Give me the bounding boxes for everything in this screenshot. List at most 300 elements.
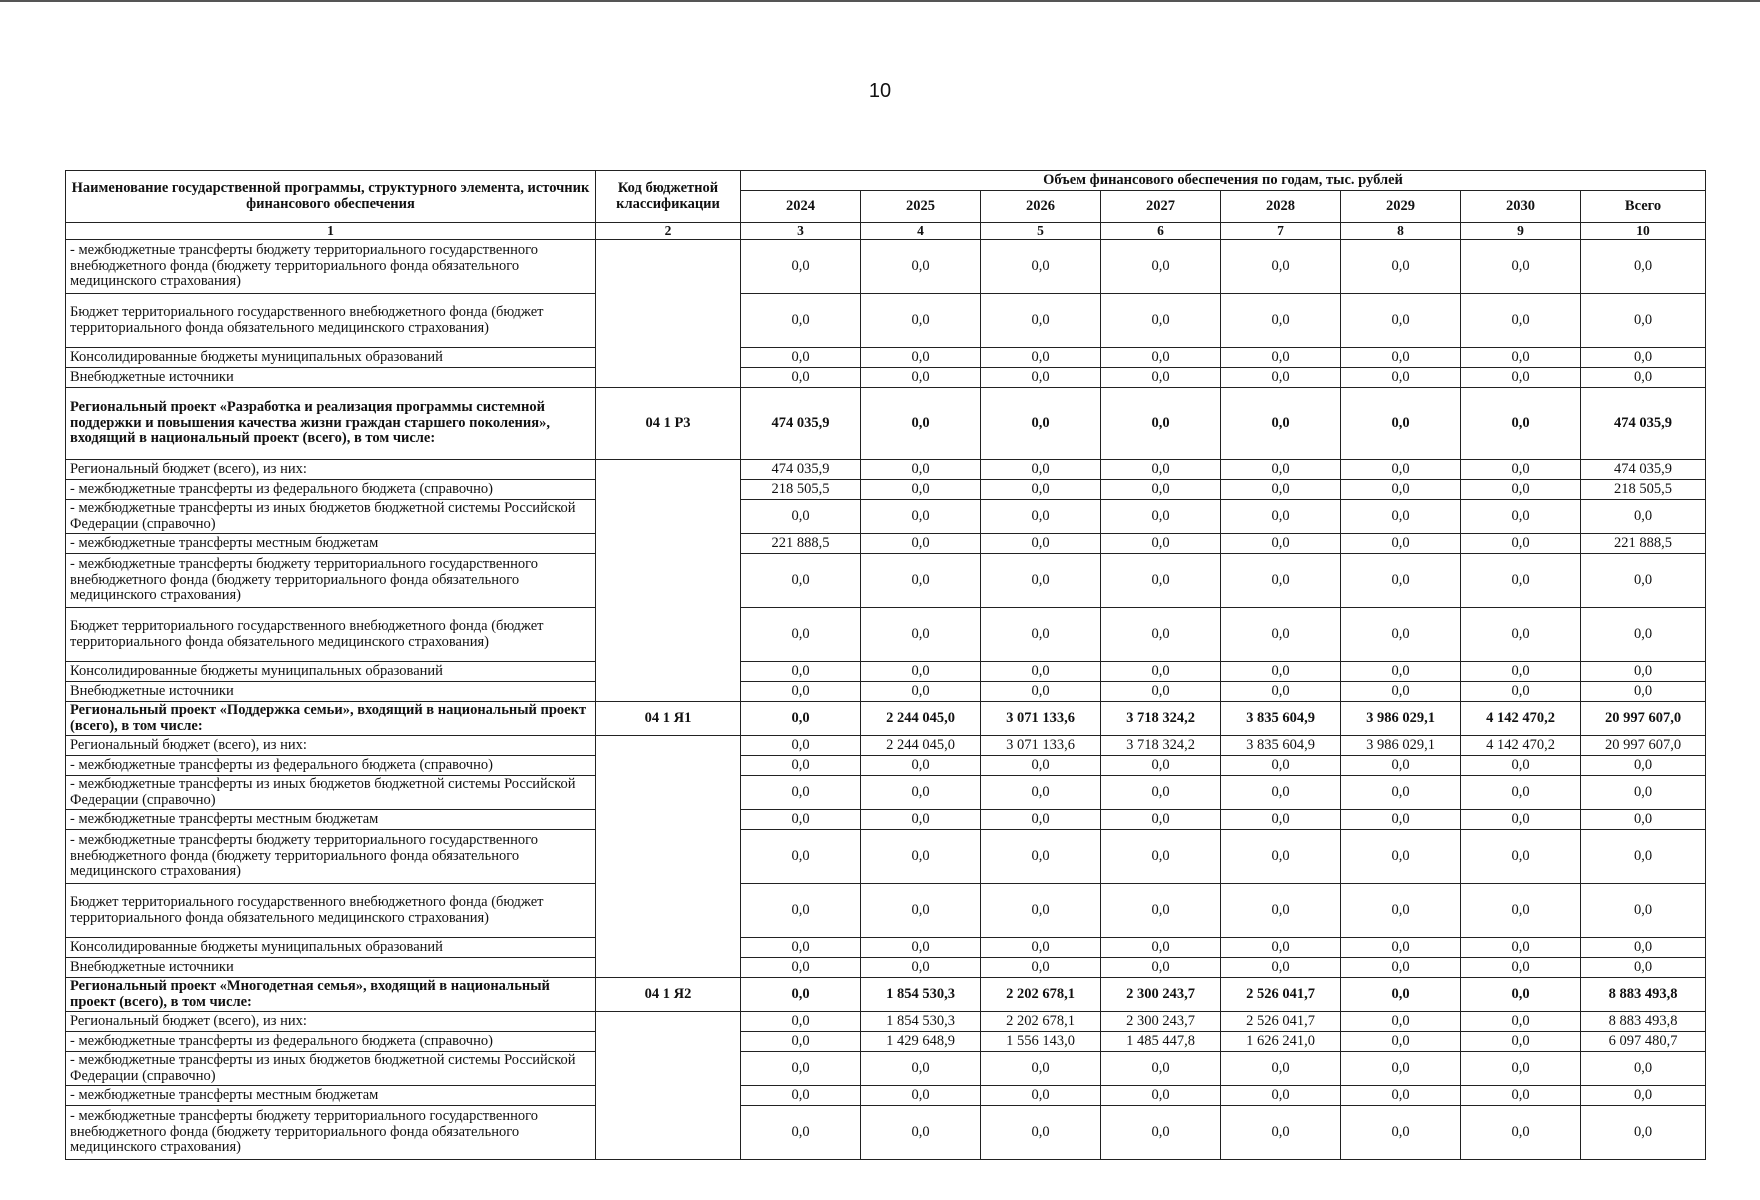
header-year: 2026 bbox=[981, 191, 1101, 223]
value-year: 0,0 bbox=[741, 1106, 861, 1160]
value-year: 0,0 bbox=[741, 554, 861, 608]
value-year: 0,0 bbox=[1221, 938, 1341, 958]
table-row bbox=[66, 1086, 1706, 1106]
value-year: 0,0 bbox=[1461, 294, 1581, 348]
value-year: 0,0 bbox=[1221, 460, 1341, 480]
value-year: 0,0 bbox=[1221, 1106, 1341, 1160]
value-total: 0,0 bbox=[1581, 608, 1706, 662]
header-total: Всего bbox=[1581, 191, 1706, 223]
value-year: 0,0 bbox=[1461, 534, 1581, 554]
value-total: 0,0 bbox=[1581, 810, 1706, 830]
table-row-project bbox=[66, 978, 1706, 1012]
value-year: 0,0 bbox=[1461, 368, 1581, 388]
table-row bbox=[66, 830, 1706, 884]
value-year: 0,0 bbox=[861, 460, 981, 480]
value-year: 0,0 bbox=[1341, 608, 1461, 662]
value-year: 3 071 133,6 bbox=[981, 702, 1101, 736]
row-code: 04 1 Я2 bbox=[596, 978, 741, 1012]
value-year: 0,0 bbox=[981, 776, 1101, 810]
value-year: 0,0 bbox=[981, 368, 1101, 388]
row-code: 04 1 Р3 bbox=[596, 388, 741, 460]
value-year: 0,0 bbox=[1461, 500, 1581, 534]
value-year: 0,0 bbox=[981, 682, 1101, 702]
row-name: - межбюджетные трансферты местным бюджетам bbox=[66, 810, 596, 830]
value-year: 0,0 bbox=[981, 756, 1101, 776]
table-row bbox=[66, 554, 1706, 608]
value-year: 0,0 bbox=[1341, 1012, 1461, 1032]
value-total: 0,0 bbox=[1581, 348, 1706, 368]
value-total: 8 883 493,8 bbox=[1581, 1012, 1706, 1032]
row-name: Региональный бюджет (всего), из них: bbox=[66, 736, 596, 756]
value-year: 0,0 bbox=[1461, 480, 1581, 500]
value-year: 0,0 bbox=[861, 348, 981, 368]
value-year: 0,0 bbox=[1341, 368, 1461, 388]
value-year: 0,0 bbox=[1101, 1106, 1221, 1160]
column-number: 4 bbox=[861, 223, 981, 240]
column-number: 8 bbox=[1341, 223, 1461, 240]
value-year: 0,0 bbox=[741, 1032, 861, 1052]
value-year: 0,0 bbox=[1101, 1086, 1221, 1106]
value-year: 0,0 bbox=[1101, 348, 1221, 368]
value-year: 0,0 bbox=[1221, 682, 1341, 702]
value-total: 0,0 bbox=[1581, 368, 1706, 388]
value-year: 0,0 bbox=[1221, 500, 1341, 534]
row-name: - межбюджетные трансферты местным бюджетам bbox=[66, 1086, 596, 1106]
value-year: 0,0 bbox=[981, 662, 1101, 682]
value-year: 0,0 bbox=[1221, 958, 1341, 978]
table-row bbox=[66, 810, 1706, 830]
value-year: 0,0 bbox=[1221, 348, 1341, 368]
value-year: 0,0 bbox=[861, 1086, 981, 1106]
value-year: 0,0 bbox=[981, 480, 1101, 500]
value-year: 0,0 bbox=[1341, 348, 1461, 368]
value-year: 0,0 bbox=[741, 810, 861, 830]
row-name: Региональный проект «Разработка и реализация программы системной поддержки и повышения качества жизни граждан старшего поколения», входящий в национальный проект (всего), в том числе: bbox=[66, 388, 596, 460]
row-name: - межбюджетные трансферты из федерального бюджета (справочно) bbox=[66, 480, 596, 500]
table-row bbox=[66, 958, 1706, 978]
row-name: Внебюджетные источники bbox=[66, 958, 596, 978]
header-code-column: Код бюджетной классификации bbox=[596, 171, 741, 223]
header-year: 2024 bbox=[741, 191, 861, 223]
value-year: 0,0 bbox=[741, 500, 861, 534]
value-year: 0,0 bbox=[861, 958, 981, 978]
header-year: 2030 bbox=[1461, 191, 1581, 223]
value-total: 0,0 bbox=[1581, 500, 1706, 534]
header-name-column: Наименование государственной программы, структурного элемента, источник финансового обеспечения bbox=[66, 171, 596, 223]
row-name: Консолидированные бюджеты муниципальных образований bbox=[66, 938, 596, 958]
value-total: 0,0 bbox=[1581, 1086, 1706, 1106]
value-year: 0,0 bbox=[741, 1052, 861, 1086]
value-year: 0,0 bbox=[1101, 756, 1221, 776]
value-year: 0,0 bbox=[741, 348, 861, 368]
value-year: 0,0 bbox=[861, 500, 981, 534]
value-year: 0,0 bbox=[1221, 884, 1341, 938]
column-number: 9 bbox=[1461, 223, 1581, 240]
value-year: 1 626 241,0 bbox=[1221, 1032, 1341, 1052]
table-row bbox=[66, 776, 1706, 810]
row-name: Региональный бюджет (всего), из них: bbox=[66, 460, 596, 480]
value-total: 0,0 bbox=[1581, 756, 1706, 776]
table-row bbox=[66, 1032, 1706, 1052]
value-year: 3 071 133,6 bbox=[981, 736, 1101, 756]
value-year: 4 142 470,2 bbox=[1461, 736, 1581, 756]
value-year: 0,0 bbox=[1101, 388, 1221, 460]
row-code bbox=[596, 736, 741, 978]
value-year: 3 718 324,2 bbox=[1101, 736, 1221, 756]
value-year: 0,0 bbox=[861, 938, 981, 958]
value-year: 0,0 bbox=[741, 240, 861, 294]
value-year: 0,0 bbox=[1101, 608, 1221, 662]
table-row bbox=[66, 534, 1706, 554]
value-year: 0,0 bbox=[741, 662, 861, 682]
value-year: 0,0 bbox=[1341, 884, 1461, 938]
value-year: 0,0 bbox=[1101, 830, 1221, 884]
value-year: 0,0 bbox=[861, 240, 981, 294]
value-year: 0,0 bbox=[981, 608, 1101, 662]
row-code bbox=[596, 1012, 741, 1160]
value-year: 0,0 bbox=[741, 736, 861, 756]
value-year: 0,0 bbox=[741, 368, 861, 388]
value-year: 0,0 bbox=[1101, 240, 1221, 294]
row-name: - межбюджетные трансферты бюджету территориального государственного внебюджетного фонда (бюджету территориального фонда обязательного медицинского страхования) bbox=[66, 1106, 596, 1160]
value-year: 0,0 bbox=[1461, 1106, 1581, 1160]
value-year: 0,0 bbox=[1461, 958, 1581, 978]
value-year: 0,0 bbox=[981, 958, 1101, 978]
value-year: 0,0 bbox=[861, 480, 981, 500]
row-name: Региональный бюджет (всего), из них: bbox=[66, 1012, 596, 1032]
value-year: 1 854 530,3 bbox=[861, 978, 981, 1012]
value-year: 0,0 bbox=[1461, 978, 1581, 1012]
value-year: 0,0 bbox=[1461, 554, 1581, 608]
value-year: 0,0 bbox=[1341, 388, 1461, 460]
row-name: - межбюджетные трансферты из иных бюджетов бюджетной системы Российской Федерации (справочно) bbox=[66, 776, 596, 810]
value-year: 0,0 bbox=[741, 776, 861, 810]
value-year: 0,0 bbox=[861, 884, 981, 938]
scan-top-edge bbox=[0, 0, 1760, 2]
value-year: 0,0 bbox=[1341, 978, 1461, 1012]
value-total: 0,0 bbox=[1581, 958, 1706, 978]
value-year: 0,0 bbox=[981, 1052, 1101, 1086]
value-year: 0,0 bbox=[1461, 884, 1581, 938]
table-row bbox=[66, 884, 1706, 938]
value-year: 0,0 bbox=[1341, 1032, 1461, 1052]
row-name: - межбюджетные трансферты бюджету территориального государственного внебюджетного фонда (бюджету территориального фонда обязательного медицинского страхования) bbox=[66, 830, 596, 884]
value-year: 0,0 bbox=[741, 978, 861, 1012]
table-row-project bbox=[66, 702, 1706, 736]
value-year: 474 035,9 bbox=[741, 388, 861, 460]
table-row bbox=[66, 1012, 1706, 1032]
value-year: 0,0 bbox=[1341, 776, 1461, 810]
table-row bbox=[66, 756, 1706, 776]
table-row bbox=[66, 662, 1706, 682]
row-name: Бюджет территориального государственного внебюджетного фонда (бюджет территориального фонда обязательного медицинского страхования) bbox=[66, 294, 596, 348]
value-total: 0,0 bbox=[1581, 682, 1706, 702]
value-year: 0,0 bbox=[741, 884, 861, 938]
value-year: 0,0 bbox=[981, 810, 1101, 830]
value-year: 0,0 bbox=[1101, 662, 1221, 682]
value-year: 0,0 bbox=[1341, 294, 1461, 348]
value-year: 0,0 bbox=[861, 608, 981, 662]
row-code bbox=[596, 460, 741, 702]
value-year: 0,0 bbox=[1341, 460, 1461, 480]
value-total: 0,0 bbox=[1581, 662, 1706, 682]
value-year: 0,0 bbox=[981, 830, 1101, 884]
value-year: 0,0 bbox=[1101, 534, 1221, 554]
value-total: 20 997 607,0 bbox=[1581, 736, 1706, 756]
value-total: 0,0 bbox=[1581, 294, 1706, 348]
value-year: 2 300 243,7 bbox=[1101, 978, 1221, 1012]
value-total: 474 035,9 bbox=[1581, 388, 1706, 460]
value-year: 0,0 bbox=[1101, 1052, 1221, 1086]
row-code: 04 1 Я1 bbox=[596, 702, 741, 736]
value-year: 0,0 bbox=[1221, 756, 1341, 776]
value-year: 0,0 bbox=[1101, 500, 1221, 534]
value-year: 0,0 bbox=[1341, 682, 1461, 702]
column-number: 7 bbox=[1221, 223, 1341, 240]
value-year: 0,0 bbox=[1221, 1086, 1341, 1106]
value-total: 0,0 bbox=[1581, 1106, 1706, 1160]
financing-table bbox=[65, 170, 1706, 1160]
value-year: 0,0 bbox=[741, 830, 861, 884]
value-year: 0,0 bbox=[1461, 1032, 1581, 1052]
table-row-project bbox=[66, 388, 1706, 460]
header-year: 2027 bbox=[1101, 191, 1221, 223]
value-year: 0,0 bbox=[1341, 958, 1461, 978]
value-year: 3 835 604,9 bbox=[1221, 736, 1341, 756]
value-year: 0,0 bbox=[1221, 810, 1341, 830]
value-year: 0,0 bbox=[1461, 756, 1581, 776]
table-row bbox=[66, 368, 1706, 388]
value-year: 0,0 bbox=[1101, 938, 1221, 958]
header-year: 2025 bbox=[861, 191, 981, 223]
value-year: 2 300 243,7 bbox=[1101, 1012, 1221, 1032]
row-name: Внебюджетные источники bbox=[66, 682, 596, 702]
value-year: 0,0 bbox=[861, 756, 981, 776]
table-row bbox=[66, 348, 1706, 368]
value-total: 0,0 bbox=[1581, 830, 1706, 884]
value-year: 0,0 bbox=[1341, 480, 1461, 500]
value-year: 2 244 045,0 bbox=[861, 702, 981, 736]
value-total: 0,0 bbox=[1581, 554, 1706, 608]
value-year: 0,0 bbox=[741, 294, 861, 348]
value-year: 0,0 bbox=[861, 534, 981, 554]
row-name: - межбюджетные трансферты из федерального бюджета (справочно) bbox=[66, 756, 596, 776]
row-name: Внебюджетные источники bbox=[66, 368, 596, 388]
header-year: 2028 bbox=[1221, 191, 1341, 223]
row-name: Консолидированные бюджеты муниципальных образований bbox=[66, 662, 596, 682]
value-year: 0,0 bbox=[981, 240, 1101, 294]
value-year: 0,0 bbox=[741, 1012, 861, 1032]
value-year: 0,0 bbox=[1101, 460, 1221, 480]
value-year: 3 835 604,9 bbox=[1221, 702, 1341, 736]
value-year: 0,0 bbox=[741, 702, 861, 736]
value-year: 0,0 bbox=[741, 682, 861, 702]
value-year: 0,0 bbox=[1461, 776, 1581, 810]
table-row bbox=[66, 240, 1706, 294]
value-year: 1 485 447,8 bbox=[1101, 1032, 1221, 1052]
value-year: 0,0 bbox=[861, 1106, 981, 1160]
value-year: 0,0 bbox=[1101, 958, 1221, 978]
value-year: 4 142 470,2 bbox=[1461, 702, 1581, 736]
value-year: 0,0 bbox=[981, 388, 1101, 460]
value-year: 0,0 bbox=[1341, 534, 1461, 554]
value-year: 3 718 324,2 bbox=[1101, 702, 1221, 736]
column-number: 3 bbox=[741, 223, 861, 240]
value-year: 2 202 678,1 bbox=[981, 1012, 1101, 1032]
value-total: 0,0 bbox=[1581, 938, 1706, 958]
row-name: Бюджет территориального государственного внебюджетного фонда (бюджет территориального фонда обязательного медицинского страхования) bbox=[66, 608, 596, 662]
table-row bbox=[66, 1052, 1706, 1086]
column-number: 6 bbox=[1101, 223, 1221, 240]
table-row bbox=[66, 460, 1706, 480]
value-year: 0,0 bbox=[981, 294, 1101, 348]
value-year: 0,0 bbox=[1101, 480, 1221, 500]
value-year: 0,0 bbox=[1461, 1012, 1581, 1032]
table-row bbox=[66, 682, 1706, 702]
value-year: 0,0 bbox=[981, 1086, 1101, 1106]
value-year: 0,0 bbox=[1461, 1052, 1581, 1086]
value-year: 0,0 bbox=[1221, 830, 1341, 884]
value-total: 0,0 bbox=[1581, 240, 1706, 294]
value-year: 0,0 bbox=[861, 388, 981, 460]
value-year: 0,0 bbox=[861, 810, 981, 830]
value-year: 0,0 bbox=[1221, 608, 1341, 662]
value-year: 3 986 029,1 bbox=[1341, 736, 1461, 756]
value-year: 0,0 bbox=[1461, 240, 1581, 294]
row-name: - межбюджетные трансферты бюджету территориального государственного внебюджетного фонда (бюджету территориального фонда обязательного медицинского страхования) bbox=[66, 240, 596, 294]
value-year: 0,0 bbox=[1101, 776, 1221, 810]
value-total: 20 997 607,0 bbox=[1581, 702, 1706, 736]
value-total: 0,0 bbox=[1581, 884, 1706, 938]
value-year: 0,0 bbox=[1101, 294, 1221, 348]
value-year: 0,0 bbox=[1341, 1106, 1461, 1160]
column-number: 10 bbox=[1581, 223, 1706, 240]
value-year: 0,0 bbox=[1101, 368, 1221, 388]
value-year: 3 986 029,1 bbox=[1341, 702, 1461, 736]
value-year: 0,0 bbox=[1101, 682, 1221, 702]
value-year: 0,0 bbox=[1221, 294, 1341, 348]
value-year: 0,0 bbox=[1461, 810, 1581, 830]
row-name: - межбюджетные трансферты бюджету территориального государственного внебюджетного фонда (бюджету территориального фонда обязательного медицинского страхования) bbox=[66, 554, 596, 608]
value-year: 221 888,5 bbox=[741, 534, 861, 554]
value-year: 0,0 bbox=[1341, 810, 1461, 830]
value-year: 0,0 bbox=[1221, 388, 1341, 460]
table-row bbox=[66, 500, 1706, 534]
table-row bbox=[66, 938, 1706, 958]
value-year: 0,0 bbox=[981, 554, 1101, 608]
header-year: 2029 bbox=[1341, 191, 1461, 223]
value-year: 218 505,5 bbox=[741, 480, 861, 500]
value-year: 0,0 bbox=[1341, 240, 1461, 294]
value-total: 0,0 bbox=[1581, 1052, 1706, 1086]
value-year: 2 202 678,1 bbox=[981, 978, 1101, 1012]
value-year: 0,0 bbox=[1221, 480, 1341, 500]
table-row bbox=[66, 1106, 1706, 1160]
row-name: - межбюджетные трансферты из федерального бюджета (справочно) bbox=[66, 1032, 596, 1052]
value-total: 474 035,9 bbox=[1581, 460, 1706, 480]
row-name: Региональный проект «Многодетная семья», входящий в национальный проект (всего), в том числе: bbox=[66, 978, 596, 1012]
value-year: 0,0 bbox=[741, 1086, 861, 1106]
value-year: 0,0 bbox=[1101, 884, 1221, 938]
value-year: 2 526 041,7 bbox=[1221, 1012, 1341, 1032]
row-name: Региональный проект «Поддержка семьи», входящий в национальный проект (всего), в том числе: bbox=[66, 702, 596, 736]
value-year: 0,0 bbox=[1461, 830, 1581, 884]
row-name: - межбюджетные трансферты из иных бюджетов бюджетной системы Российской Федерации (справочно) bbox=[66, 500, 596, 534]
value-year: 0,0 bbox=[1341, 830, 1461, 884]
value-year: 0,0 bbox=[861, 682, 981, 702]
table-row bbox=[66, 608, 1706, 662]
value-year: 0,0 bbox=[1341, 756, 1461, 776]
column-number: 2 bbox=[596, 223, 741, 240]
value-year: 0,0 bbox=[981, 884, 1101, 938]
row-name: - межбюджетные трансферты местным бюджетам bbox=[66, 534, 596, 554]
value-year: 0,0 bbox=[1221, 554, 1341, 608]
value-year: 0,0 bbox=[1341, 1086, 1461, 1106]
value-year: 0,0 bbox=[1461, 662, 1581, 682]
value-year: 0,0 bbox=[1221, 240, 1341, 294]
value-year: 2 244 045,0 bbox=[861, 736, 981, 756]
value-year: 0,0 bbox=[981, 500, 1101, 534]
value-total: 8 883 493,8 bbox=[1581, 978, 1706, 1012]
value-total: 6 097 480,7 bbox=[1581, 1032, 1706, 1052]
table-row bbox=[66, 480, 1706, 500]
value-year: 0,0 bbox=[1341, 500, 1461, 534]
table-row bbox=[66, 736, 1706, 756]
value-year: 0,0 bbox=[861, 368, 981, 388]
row-name: - межбюджетные трансферты из иных бюджетов бюджетной системы Российской Федерации (справочно) bbox=[66, 1052, 596, 1086]
value-year: 0,0 bbox=[741, 756, 861, 776]
row-name: Консолидированные бюджеты муниципальных образований bbox=[66, 348, 596, 368]
value-year: 0,0 bbox=[1461, 388, 1581, 460]
value-year: 0,0 bbox=[1221, 662, 1341, 682]
value-year: 0,0 bbox=[1461, 460, 1581, 480]
value-total: 0,0 bbox=[1581, 776, 1706, 810]
value-year: 1 429 648,9 bbox=[861, 1032, 981, 1052]
value-year: 474 035,9 bbox=[741, 460, 861, 480]
value-year: 0,0 bbox=[861, 776, 981, 810]
value-year: 0,0 bbox=[1461, 608, 1581, 662]
value-year: 0,0 bbox=[981, 460, 1101, 480]
value-year: 0,0 bbox=[1341, 554, 1461, 608]
value-year: 0,0 bbox=[1101, 810, 1221, 830]
table-row bbox=[66, 294, 1706, 348]
value-year: 0,0 bbox=[1461, 938, 1581, 958]
value-year: 0,0 bbox=[861, 662, 981, 682]
value-year: 1 854 530,3 bbox=[861, 1012, 981, 1032]
value-year: 0,0 bbox=[981, 534, 1101, 554]
value-year: 0,0 bbox=[1221, 1052, 1341, 1086]
value-total: 221 888,5 bbox=[1581, 534, 1706, 554]
value-year: 0,0 bbox=[1341, 1052, 1461, 1086]
value-year: 0,0 bbox=[861, 830, 981, 884]
value-year: 0,0 bbox=[981, 348, 1101, 368]
value-year: 2 526 041,7 bbox=[1221, 978, 1341, 1012]
value-year: 0,0 bbox=[981, 1106, 1101, 1160]
column-number: 5 bbox=[981, 223, 1101, 240]
value-year: 0,0 bbox=[981, 938, 1101, 958]
value-year: 0,0 bbox=[741, 958, 861, 978]
column-number: 1 bbox=[66, 223, 596, 240]
value-year: 0,0 bbox=[741, 608, 861, 662]
value-year: 1 556 143,0 bbox=[981, 1032, 1101, 1052]
header-volume-column: Объем финансового обеспечения по годам, тыс. рублей bbox=[741, 171, 1706, 191]
value-year: 0,0 bbox=[1221, 776, 1341, 810]
value-year: 0,0 bbox=[1101, 554, 1221, 608]
value-year: 0,0 bbox=[1341, 938, 1461, 958]
value-year: 0,0 bbox=[1461, 682, 1581, 702]
value-year: 0,0 bbox=[1341, 662, 1461, 682]
value-year: 0,0 bbox=[861, 554, 981, 608]
